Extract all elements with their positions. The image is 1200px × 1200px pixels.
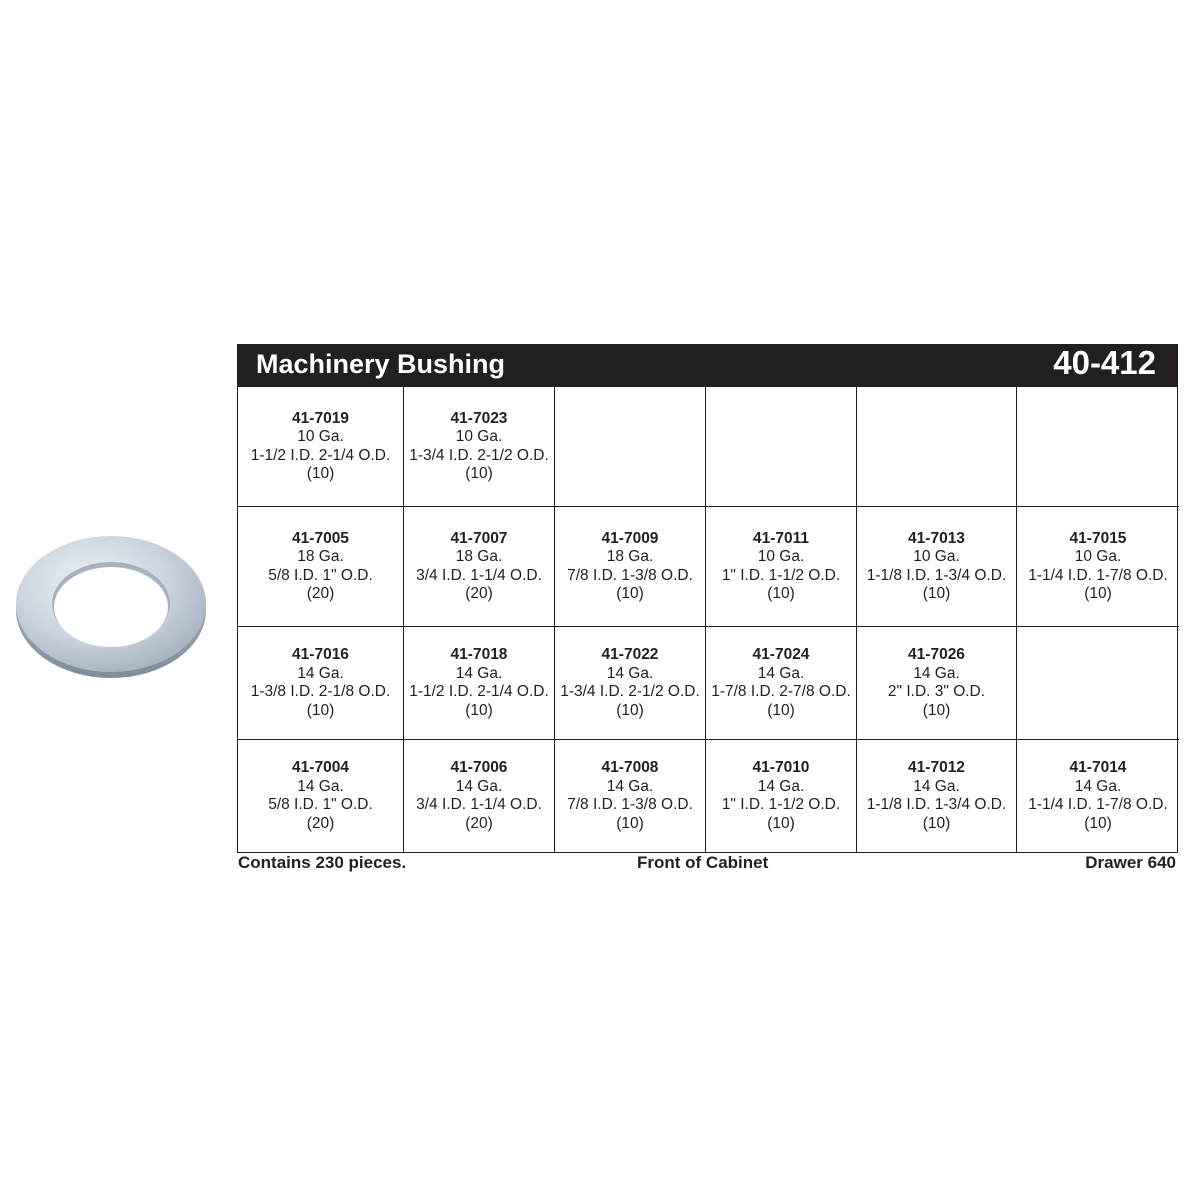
part-cell [706, 740, 857, 852]
part-gauge: 10 Ga. [913, 548, 960, 565]
part-quantity: (10) [767, 701, 795, 719]
part-gauge: 14 Ga. [297, 777, 344, 795]
part-quantity: (10) [922, 701, 951, 719]
part-cell [238, 387, 404, 507]
part-cell [238, 627, 404, 740]
washer-image [14, 532, 208, 680]
part-number: 41-7018 [450, 646, 508, 663]
part-size: 1-1/8 I.D. 1-3/4 O.D. [866, 796, 1007, 813]
part-cell [555, 507, 706, 627]
part-size: 1-1/4 I.D. 1-7/8 O.D. [1028, 796, 1168, 813]
part-cell [1017, 627, 1179, 740]
part-number: 41-7026 [908, 646, 965, 663]
part-number: 41-7024 [752, 646, 810, 663]
part-size: 3/4 I.D. 1-1/4 O.D. [416, 796, 542, 813]
part-quantity: (10) [922, 814, 951, 832]
part-size: 1-3/4 I.D. 2-1/2 O.D. [560, 683, 700, 700]
part-number: 41-7014 [1069, 759, 1127, 776]
part-cell [555, 387, 706, 507]
part-quantity: (10) [922, 585, 951, 602]
part-size: 7/8 I.D. 1-3/8 O.D. [567, 566, 693, 584]
part-cell [404, 507, 555, 627]
part-quantity: (20) [306, 585, 335, 602]
part-gauge: 18 Ga. [606, 548, 654, 565]
part-gauge: 10 Ga. [297, 428, 344, 445]
part-cell [857, 507, 1017, 627]
part-size: 1-1/4 I.D. 1-7/8 O.D. [1028, 566, 1168, 584]
part-size: 1" I.D. 1-1/2 O.D. [721, 566, 841, 584]
part-quantity: (10) [616, 585, 644, 602]
part-number: 41-7011 [752, 529, 810, 547]
part-quantity: (10) [306, 465, 335, 482]
part-cell [555, 627, 706, 740]
part-size: 3/4 I.D. 1-1/4 O.D. [416, 566, 542, 584]
part-gauge: 10 Ga. [455, 428, 503, 445]
part-quantity: (10) [767, 585, 795, 602]
part-gauge: 10 Ga. [1074, 548, 1122, 565]
part-gauge: 14 Ga. [757, 777, 805, 795]
label-panel [237, 344, 1178, 853]
part-quantity: (20) [465, 814, 493, 832]
cabinet-location: Front of Cabinet [637, 853, 769, 872]
part-cell [404, 387, 555, 507]
product-code: 40-412 [1053, 344, 1156, 381]
part-quantity: (10) [465, 701, 493, 719]
part-gauge: 14 Ga. [606, 777, 654, 795]
part-size: 1-3/8 I.D. 2-1/8 O.D. [250, 683, 391, 700]
part-number: 41-7015 [1069, 529, 1127, 547]
part-gauge: 14 Ga. [455, 777, 503, 795]
part-quantity: (10) [1084, 585, 1112, 602]
part-cell [706, 387, 857, 507]
part-cell [555, 740, 706, 852]
part-number: 41-7023 [450, 409, 508, 427]
part-size: 1-3/4 I.D. 2-1/2 O.D. [409, 446, 549, 464]
part-quantity: (20) [465, 585, 493, 602]
part-quantity: (10) [306, 701, 335, 719]
label-header [237, 344, 1178, 387]
part-quantity: (10) [465, 465, 493, 482]
part-cell [404, 627, 555, 740]
part-size: 7/8 I.D. 1-3/8 O.D. [567, 796, 693, 813]
part-quantity: (10) [616, 814, 644, 832]
part-number: 41-7016 [292, 646, 349, 663]
part-cell [1017, 387, 1179, 507]
part-cell [238, 507, 404, 627]
part-cell [857, 627, 1017, 740]
part-size: 1-1/2 I.D. 2-1/4 O.D. [409, 683, 549, 700]
part-quantity: (20) [306, 814, 335, 832]
part-number: 41-7022 [601, 646, 659, 663]
part-size: 5/8 I.D. 1" O.D. [268, 566, 373, 584]
part-cell [706, 507, 857, 627]
part-cell [1017, 507, 1179, 627]
part-gauge: 14 Ga. [913, 777, 960, 795]
part-size: 1-1/2 I.D. 2-1/4 O.D. [250, 446, 391, 464]
part-number: 41-7004 [292, 759, 349, 776]
part-number: 41-7012 [908, 759, 965, 776]
part-cell [404, 740, 555, 852]
part-size: 2" I.D. 3" O.D. [887, 683, 986, 700]
part-cell [857, 740, 1017, 852]
part-gauge: 10 Ga. [757, 548, 805, 565]
part-size: 1-7/8 I.D. 2-7/8 O.D. [711, 683, 851, 700]
part-number: 41-7008 [601, 759, 659, 776]
part-gauge: 14 Ga. [757, 664, 805, 682]
part-gauge: 14 Ga. [455, 664, 503, 682]
part-number: 41-7010 [752, 759, 810, 776]
part-quantity: (10) [1084, 814, 1112, 832]
part-cell [238, 740, 404, 852]
part-quantity: (10) [767, 814, 795, 832]
part-gauge: 14 Ga. [606, 664, 654, 682]
part-grid [237, 387, 1178, 853]
product-title: Machinery Bushing [256, 349, 506, 379]
part-number: 41-7013 [908, 529, 965, 547]
part-cell [706, 627, 857, 740]
part-gauge: 14 Ga. [913, 664, 960, 682]
part-size: 1-1/8 I.D. 1-3/4 O.D. [866, 566, 1007, 584]
label-footer [237, 853, 1178, 875]
part-gauge: 18 Ga. [455, 548, 503, 565]
part-number: 41-7005 [292, 529, 349, 547]
part-cell [857, 387, 1017, 507]
part-number: 41-7006 [450, 759, 508, 776]
drawer-number: Drawer 640 [1085, 853, 1176, 872]
part-size: 1" I.D. 1-1/2 O.D. [721, 796, 841, 813]
part-size: 5/8 I.D. 1" O.D. [268, 796, 373, 813]
part-gauge: 14 Ga. [297, 664, 344, 682]
part-cell [1017, 740, 1179, 852]
part-number: 41-7007 [450, 529, 508, 547]
part-gauge: 18 Ga. [297, 548, 344, 565]
part-gauge: 14 Ga. [1074, 777, 1122, 795]
piece-count: Contains 230 pieces. [238, 853, 407, 872]
part-number: 41-7009 [601, 529, 659, 547]
part-number: 41-7019 [292, 409, 349, 427]
part-quantity: (10) [616, 701, 644, 719]
